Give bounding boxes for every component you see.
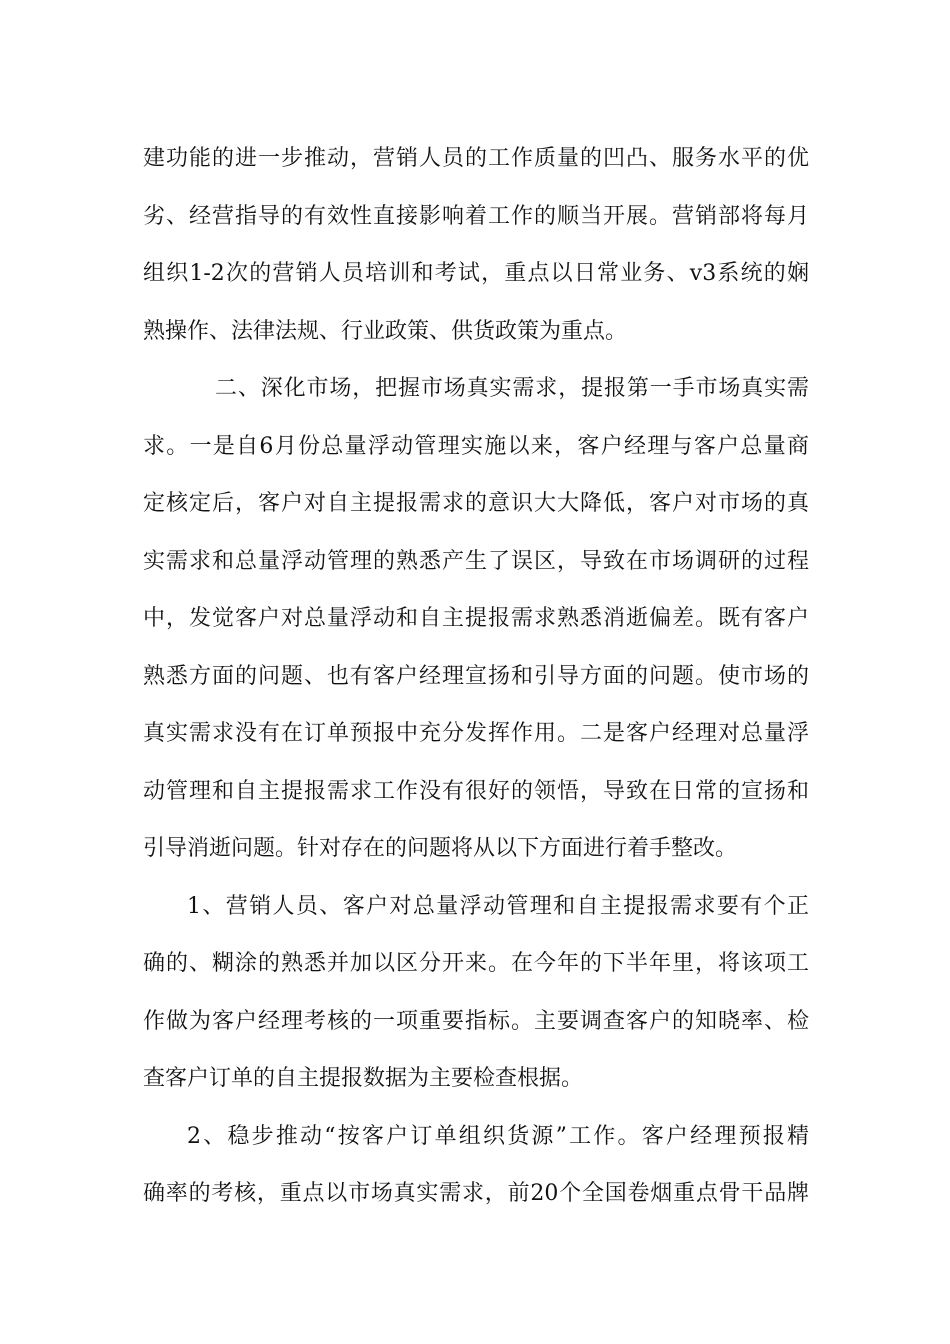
p1-line-4: 熟操作、法律法规、行业政策、供货政策为重点。 [143, 318, 628, 344]
p2-line-5: 中，发觉客户对总量浮动和自主提报需求熟悉消逝偏差。既有客户 [143, 606, 809, 631]
p3-line-4: 查客户订单的自主提报数据为主要检查根据。 [143, 1066, 584, 1091]
p2-line-6: 熟悉方面的问题、也有客户经理宣扬和引导方面的问题。使市场的 [143, 663, 809, 689]
p2-line-9: 引导消逝问题。针对存在的问题将从以下方面进行着手整改。 [143, 836, 738, 861]
document-body [143, 130, 809, 1223]
p3-line-3: 作做为客户经理考核的一项重要指标。主要调查客户的知晓率、检 [143, 1008, 809, 1034]
p1-line-3: 组织1-2次的营销人员培训和考试，重点以日常业务、v3系统的娴 [143, 261, 809, 286]
p4-line-2: 确率的考核，重点以市场真实需求，前20个全国卷烟重点骨干品牌 [143, 1181, 809, 1206]
p3-line-2: 确的、糊涂的熟悉并加以区分开来。在今年的下半年里，将该项工 [143, 951, 809, 976]
p1-line-1: 建功能的进一步推动，营销人员的工作质量的凹凸、服务水平的优 [143, 146, 809, 171]
p3-line-1: 1、营销人员、客户对总量浮动管理和自主提报需求要有个正 [187, 893, 809, 919]
p2-line-4: 实需求和总量浮动管理的熟悉产生了误区，导致在市场调研的过程 [143, 548, 809, 574]
p2-line-8: 动管理和自主提报需求工作没有很好的领悟，导致在日常的宣扬和 [143, 778, 809, 804]
p4-line-1: 2、稳步推动“按客户订单组织货源”工作。客户经理预报精 [187, 1123, 809, 1149]
p2-line-7: 真实需求没有在订单预报中充分发挥作用。二是客户经理对总量浮 [143, 721, 809, 746]
p1-line-2: 劣、经营指导的有效性直接影响着工作的顺当开展。营销部将每月 [143, 203, 809, 229]
p2-line-1: 二、深化市场，把握市场真实需求，提报第一手市场真实需 [215, 376, 809, 401]
p2-line-2: 求。一是自6月份总量浮动管理实施以来，客户经理与客户总量商 [143, 433, 809, 459]
p2-line-3: 定核定后，客户对自主提报需求的意识大大降低，客户对市场的真 [143, 491, 809, 516]
